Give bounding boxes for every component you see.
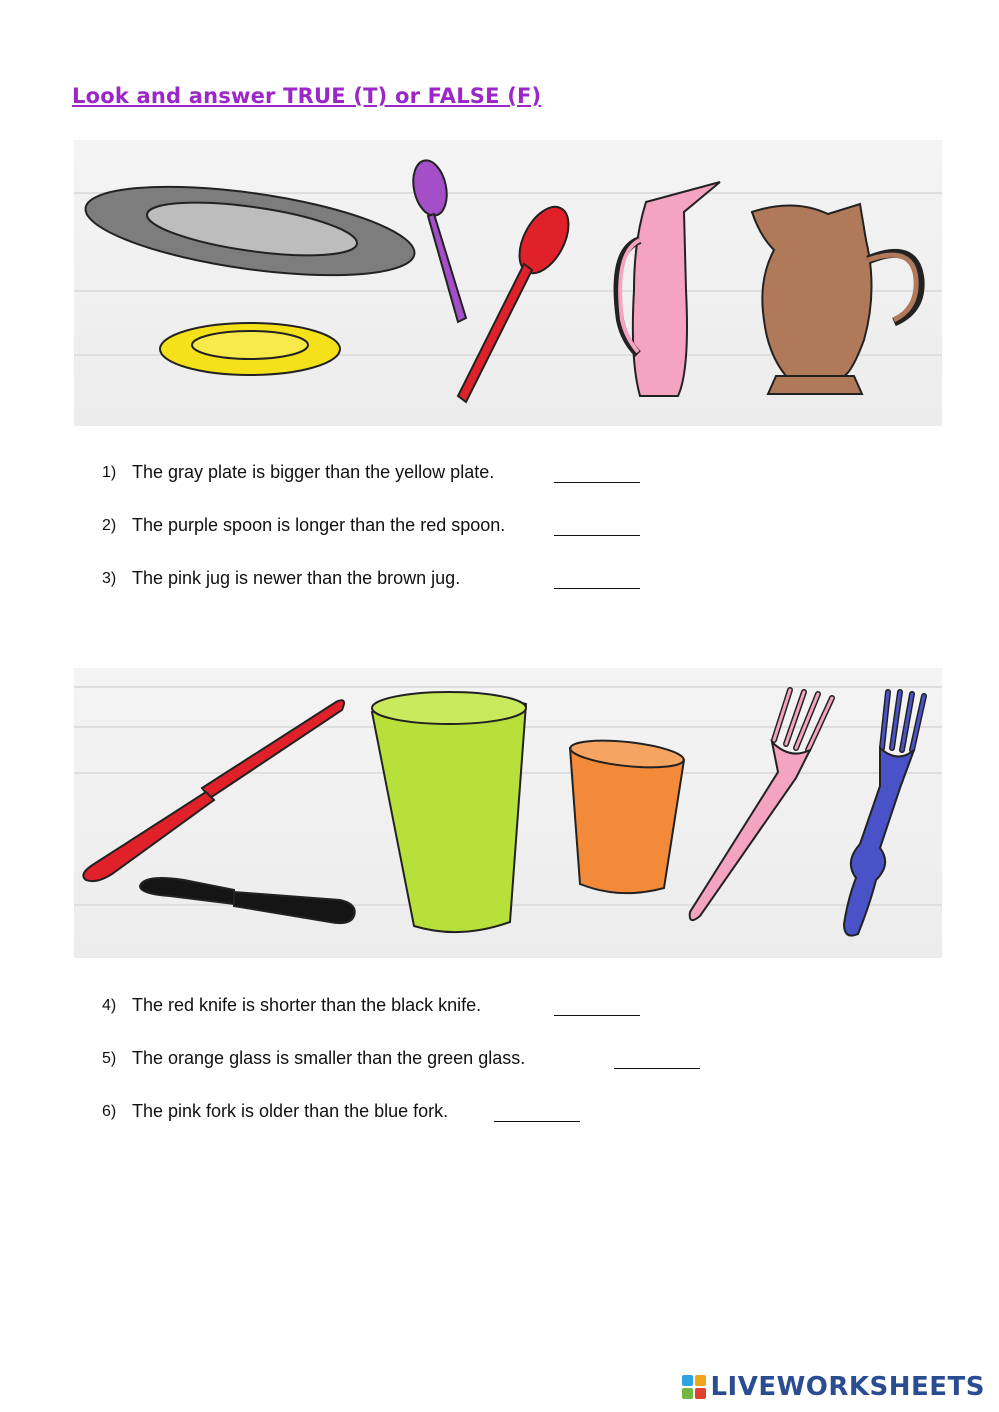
pink-jug-icon [618,182,721,396]
page-title: Look and answer TRUE (T) or FALSE (F) [72,84,542,108]
question-text: The pink jug is newer than the brown jug. [132,568,461,588]
question-text: The red knife is shorter than the black knife. [132,995,482,1015]
question-text: The pink fork is older than the blue fork. [132,1101,449,1121]
question-number: 3) [102,570,117,587]
yellow-plate-icon [160,323,340,375]
red-spoon-icon [458,199,579,402]
illustration-panel-2 [74,668,942,958]
question-text: The purple spoon is longer than the red spoon. [132,515,506,535]
logo-mark-icon [682,1375,706,1399]
question-number: 2) [102,517,117,534]
answer-blank-2[interactable] [554,535,640,536]
pink-fork-icon [690,690,832,920]
question-number: 4) [102,997,117,1014]
question-number: 5) [102,1050,117,1067]
answer-blank-3[interactable] [554,588,640,589]
purple-spoon-icon [409,157,466,322]
question-number: 1) [102,464,117,481]
illustration-panel-1 [74,140,942,426]
answer-blank-1[interactable] [554,482,640,483]
green-glass-icon [372,692,526,932]
brown-jug-icon [752,204,920,394]
logo-text: LIVEWORKSHEETS [710,1372,985,1402]
question-number: 6) [102,1103,117,1120]
liveworksheets-logo [682,1372,985,1402]
orange-glass-icon [569,736,685,893]
red-knife-icon [83,700,344,881]
blue-fork-icon [844,692,924,936]
question-text: The orange glass is smaller than the green glass. [132,1048,526,1068]
question-text: The gray plate is bigger than the yellow plate. [132,462,495,482]
answer-blank-6[interactable] [494,1121,580,1122]
black-knife-icon [140,878,355,923]
gray-plate-icon [80,170,419,291]
answer-blank-5[interactable] [614,1068,700,1069]
answer-blank-4[interactable] [554,1015,640,1016]
